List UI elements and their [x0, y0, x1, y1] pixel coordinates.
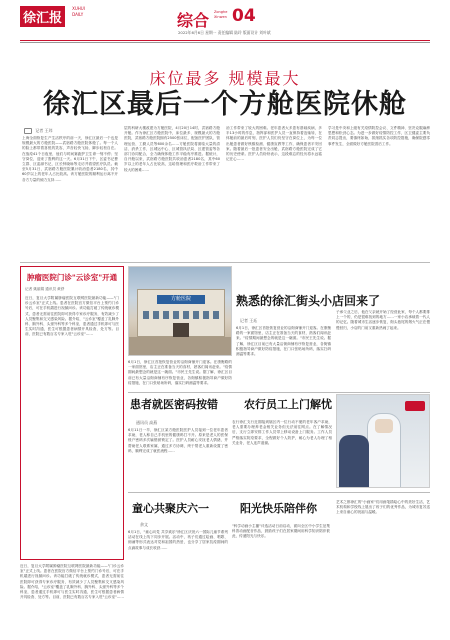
pavement: [129, 337, 232, 356]
shop-body-right: 子承父业之后，他在父亲就开始了经营此家，每个人都要排上一个的，仍是很难找到的地方……一家小店承载着一代人的记忆。随着城市生活逐步恢复，街头巷尾的烟火气正在慢慢回归，小店的门前又重新热闹了起来。: [336, 310, 430, 330]
doctor-body: 6月11日一早，徐汇区某方舱医院医护人员接到一位老年患者求助，老人称自己手机里的健康码打不开。原来是老人的医保账户密码多次输错被锁定了。医护人员耐心安抚老人情绪，并帮助老人联系家属，通过多方协调，终于帮老人重新设置了密码，顺利完成了就医流程……: [128, 428, 228, 453]
camera-icon: [24, 128, 32, 134]
masthead-logo: [20, 6, 90, 26]
children-byline: 余文: [140, 522, 148, 527]
left-mid-body: 6月1日，徐汇区首批恢复营业的沿街商铺开门迎客。在康衡路的一家面馆里，店主正在准备当天的食材，熟客们闻讯赶来。"疫情期间最想念的就是这一碗面。"市民王先生说。据了解，徐汇区目前已有大量沿街商铺有序恢复营业，各街镇积极指导商户做好防疫措施，在门口张贴场所码，落实扫码测温等要求。: [128, 360, 232, 385]
sun-title: 阳光快乐陪伴你: [240, 502, 317, 515]
window-row: [143, 311, 219, 319]
kicker: 床位最多 规模最大: [149, 69, 301, 88]
lead-body-col3: 治工作带来了较大的困难。老年患者大多患有基础疾病，多半13小时的作息，指挥部和医护人员一直保持着连轴转，在休舱前的最后时刻，医护人员们仍坚守在岗位上，为每一位出舱患者做好核酸检测、健康宣教等工作，确保患者平安回家。随着最后一批患者安全出舱，武宿路方舱医院完成了它的历史使命。医护人员纷纷表示，这段难忘的经历将永远铭记在心……: [226, 126, 322, 162]
shop-byline: 记者 王珏: [240, 318, 258, 323]
lead-body-col4: 学习是中央和上级有关疫情防控会议、文件精神、坚决克服麻痹思想和松劲心态。为进一步做好疫情防控工作，区卫健委主要负责同志提出，要慎终如始，抓细抓实各项防控措施，确保院感零事件发生，全面做好方舱医院善后工作。: [328, 126, 430, 146]
logo-subtext: XUHUI DAILY: [72, 6, 85, 17]
page-number: 04: [232, 6, 256, 26]
lead-byline: 记者 王玮: [24, 128, 53, 134]
worker-title: 农行员工上门解忧: [244, 398, 332, 411]
client-figure: [339, 435, 369, 488]
masthead-rule-thin: [20, 42, 430, 43]
hospital-sign: 方舱医院: [157, 295, 205, 304]
worker-body: 农行徐汇支行近期接到辖区内一位行动不便的老年客户求助，老人需要办理养老金相关业务但无法前往网点。在了解情况后，支行立即安排工作人员带上移动设备上门服务。工作人员严格落实防疫要求，全程做好个人防护，耐心为老人办理了相关业务，老人连声道谢。: [232, 420, 332, 445]
clinic-body: 近日，复旦大学附属肿瘤医院互联网医院最新功能——"门诊云诊室"正式上线。患者在医院官方微信平台上预约门诊号后，可在手机端进行视频问诊。该功能打破了传统就诊模式，患者无需前往医院即可获得专家诊疗服务，有效减少了人员聚集和交叉感染风险。据介绍，"云诊室"覆盖了乳腺外科、胸外科、头颈外科等多个科室，患者通过手机即可与医生实时沟通，医生可根据患者病情开具检查、处方等。目前，医院已有数百名专家入驻"云诊室"……: [25, 296, 119, 337]
lead-body-col2: 层的科研大楼改建为方舱医院，4月20日14时，武宿路方舱开舱。作为徐汇区方舱医院中，床位最多、规模最大的方舱医院，武宿路方舱医院拥有2500张床位，配备医护团队、管理运营、工勤人员等600余名……方舱医院将面临大量的清洁、消杀工作，区城运中心、区城管执法局、区建管委等各部门协同配合，全力确保休舱工作平稳有序推进。据统计，自开舱以来，武宿路方舱医院共收治患者2180名，其中60岁以上的老年人占比较高，这给管理和医疗救治工作带来了较大的困难……: [124, 126, 220, 172]
clinic-title: 肿瘤医院门诊"云诊室"开通: [21, 267, 123, 285]
logo-mark: 徐汇报: [20, 6, 65, 27]
hospital-photo: [128, 266, 232, 356]
clinic-continued: 近日，复旦大学附属肿瘤医院互联网医院最新功能——"门诊云诊室"正式上线。患者在医院官方微信平台上预约门诊号后，可在手机端进行视频问诊。该功能打破了传统就诊模式，患者无需前往医院即可获得专家诊疗服务，有效减少了人员聚集和交叉感染风险。据介绍，"云诊室"覆盖了乳腺外科、胸外科、头颈外科等多个科室，患者通过手机即可与医生实时沟通，医生可根据患者病情开具检查、处方等。目前，医院已有数百名专家入驻"云诊室"……: [20, 564, 124, 600]
clinic-box: [20, 266, 124, 560]
badge-label: [405, 401, 425, 411]
section-subtitle: Zonghe Xinwen: [214, 10, 228, 19]
worker-face: [375, 419, 393, 433]
children-title: 童心共聚庆六一: [132, 502, 209, 515]
lower-rule: [128, 492, 430, 493]
masthead-rule: [20, 40, 430, 41]
sun-body-right: 艺术之都徐汇的"小画家"们用画笔描绘心中的美好生活，艺术机构和学校线上展出了孩子们的优秀作品，为城市复苏送上来自童心的祝福与温暖。: [336, 500, 430, 515]
shop-title: 熟悉的徐汇街头小店回来了: [236, 294, 381, 308]
doorway: [173, 323, 189, 337]
doctor-byline: 通讯员 高燕: [136, 420, 158, 425]
mid-rule: [128, 392, 430, 393]
section-rule: [20, 262, 430, 263]
children-body: 6月1日，"童心向党 共享欢乐"徐汇区庆祝六一国际儿童节系列活动在线上线下同步开展。活动中，孩子们通过绘画、唱歌、朗诵等形式表达对党和祖国的热爱，也分享了居家抗疫期间的点滴故事与成长收获……: [128, 530, 228, 550]
worker-photo: [336, 394, 430, 488]
doctor-title: 患者就医密码按错: [130, 398, 218, 411]
shop-body-left: 6月1日，徐汇区首批恢复营业的沿街商铺开门迎客。在康衡路的一家面馆里，店主正在准备当天的食材，熟客们闻讯赶来。"疫情期间最想念的就是这一碗面。"市民王先生说。据了解，徐汇区目前已有大量沿街商铺有序恢复营业，各街镇积极指导商户做好防疫措施，在门口张贴场所码，落实扫码测温等要求。: [236, 326, 331, 357]
headline: 徐汇区最后一个方舱医院休舱: [43, 89, 407, 120]
sun-body-left: "科学动画小主播"评选活动日前启动，面向全区中小学生征集科普动画配音作品，鼓励孩子们在居家期间用科学知识陪伴彼此，传递阳光与快乐。: [232, 524, 330, 539]
dateline: 2022年6月6日 星期一 责任编辑 陆玲 版面设计 刘叶斌: [178, 30, 271, 35]
section-title: 综合: [177, 11, 210, 30]
lead-body: 上海全面恢复生产生活秩序的前一天，徐汇区最后一个也是规模最大的方舱医院——武宿路方舱医院休舱了。每一个人的脸上都带着喜悦的笑容，声音轻快飞扬，脚步轻松自在。在战疫41个日夜里，他们与时间赛跑护卫生命一刻不停；坚守岗位，迎来了胜利的这一天。6月31日下午，区委书记曹立群、区委副书记、区长钟晓咏等走访并看望医疗队员。截至5月31日，武宿路方舱医院累计收治患者2180名，其中60岁以上的老年人占比较高。该方舱医院的顺利运行离不开各方力量的倾力支持……: [22, 136, 118, 182]
clinic-byline: 记者 姚丽娟 通讯员 黄舒: [25, 287, 65, 291]
